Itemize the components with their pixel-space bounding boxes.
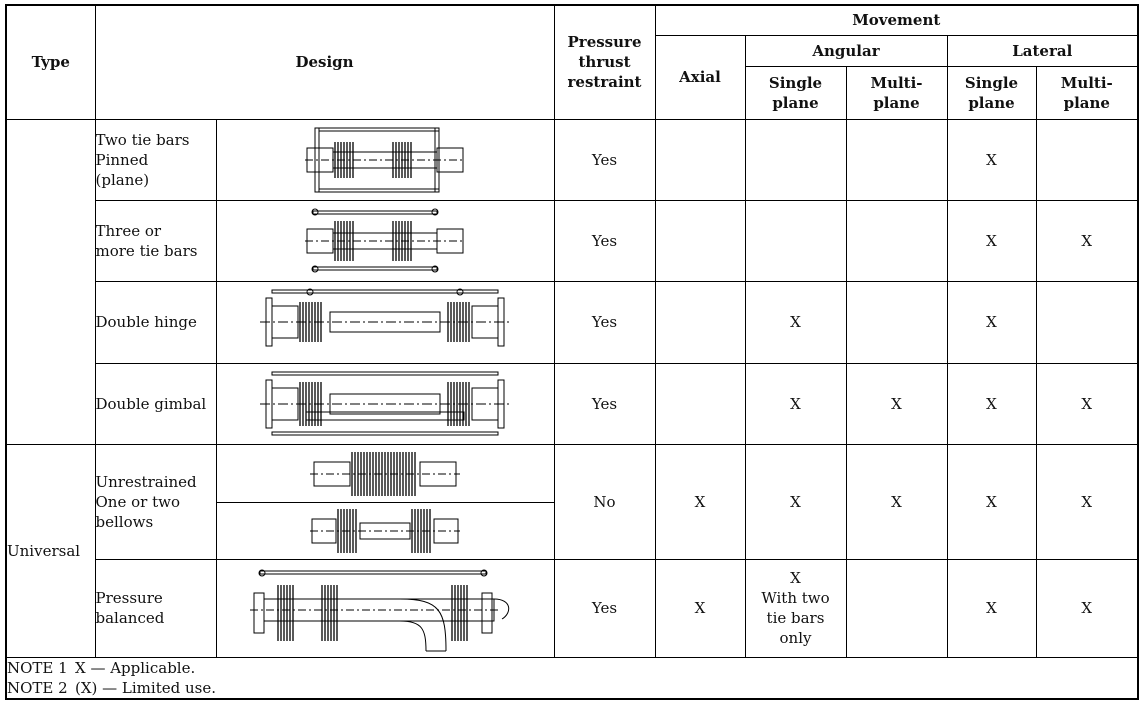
design-name: Double gimbal: [95, 363, 216, 444]
design-name: Pressure balanced: [95, 559, 216, 657]
type-universal: Universal: [6, 444, 95, 657]
angular-single-value: X: [745, 363, 846, 444]
pressure-restraint-value: Yes: [554, 363, 655, 444]
axial-value: [655, 119, 745, 200]
lateral-single-value: X: [947, 200, 1036, 281]
design-name: Two tie bars Pinned (plane): [95, 119, 216, 200]
axial-value: X: [655, 559, 745, 657]
lateral-multi-value: [1036, 119, 1138, 200]
lateral-multi-value: X: [1036, 363, 1138, 444]
axial-value: X: [655, 444, 745, 559]
header-axial: Axial: [655, 35, 745, 119]
angular-single-value: X: [745, 281, 846, 363]
axial-value: [655, 363, 745, 444]
pressure-restraint-value: No: [554, 444, 655, 559]
unrestrained-single-bellows-drawing: [216, 444, 554, 502]
header-angular-multi-plane: Multi- plane: [846, 66, 947, 119]
angular-single-value: X: [745, 444, 846, 559]
header-movement: Movement: [655, 5, 1138, 35]
angular-single-value: X With two tie bars only: [745, 559, 846, 657]
lateral-multi-value: [1036, 281, 1138, 363]
two-tie-bars-drawing: [216, 119, 554, 200]
table-row: [6, 119, 1138, 200]
angular-multi-value: [846, 559, 947, 657]
lateral-single-value: X: [947, 119, 1036, 200]
table-row: [6, 281, 1138, 363]
pressure-restraint-value: Yes: [554, 559, 655, 657]
angular-single-value: [745, 200, 846, 281]
notes: [6, 657, 1138, 699]
pressure-balanced-drawing: [216, 559, 554, 657]
design-name: Double hinge: [95, 281, 216, 363]
axial-value: [655, 281, 745, 363]
lateral-multi-value: X: [1036, 200, 1138, 281]
design-name: Three or more tie bars: [95, 200, 216, 281]
lateral-single-value: X: [947, 363, 1036, 444]
expansion-joint-table: [5, 4, 1139, 700]
lateral-single-value: X: [947, 444, 1036, 559]
angular-multi-value: [846, 119, 947, 200]
header-angular-single-plane: Single plane: [745, 66, 846, 119]
angular-multi-value: [846, 200, 947, 281]
pressure-restraint-value: Yes: [554, 119, 655, 200]
note-1: NOTE 1 X — Applicable.: [7, 658, 196, 677]
header-lateral-single-plane: Single plane: [947, 66, 1036, 119]
header-angular: Angular: [745, 35, 947, 66]
table-row: [6, 200, 1138, 281]
header-lateral: Lateral: [947, 35, 1138, 66]
angular-single-value: [745, 119, 846, 200]
header-pressure-thrust-restraint: Pressure thrust restraint: [554, 5, 655, 119]
pressure-restraint-value: Yes: [554, 200, 655, 281]
note-2: NOTE 2 (X) — Limited use.: [7, 678, 216, 697]
lateral-multi-value: X: [1036, 559, 1138, 657]
angular-multi-value: X: [846, 444, 947, 559]
pressure-restraint-value: Yes: [554, 281, 655, 363]
table-row: [6, 559, 1138, 657]
double-hinge-drawing: [216, 281, 554, 363]
three-tie-bars-drawing: [216, 200, 554, 281]
angular-multi-value: X: [846, 363, 947, 444]
table-row: [6, 444, 1138, 502]
double-gimbal-drawing: [216, 363, 554, 444]
type-cell-tied: [6, 119, 95, 444]
table-row: [6, 363, 1138, 444]
design-name: Unrestrained One or two bellows: [95, 444, 216, 559]
angular-multi-value: [846, 281, 947, 363]
lateral-single-value: X: [947, 559, 1036, 657]
lateral-multi-value: X: [1036, 444, 1138, 559]
unrestrained-two-bellows-drawing: [216, 502, 554, 559]
header-design: Design: [95, 5, 554, 119]
axial-value: [655, 200, 745, 281]
lateral-single-value: X: [947, 281, 1036, 363]
header-lateral-multi-plane: Multi- plane: [1036, 66, 1138, 119]
notes-row: [6, 657, 1138, 699]
header-type: Type: [6, 5, 95, 119]
